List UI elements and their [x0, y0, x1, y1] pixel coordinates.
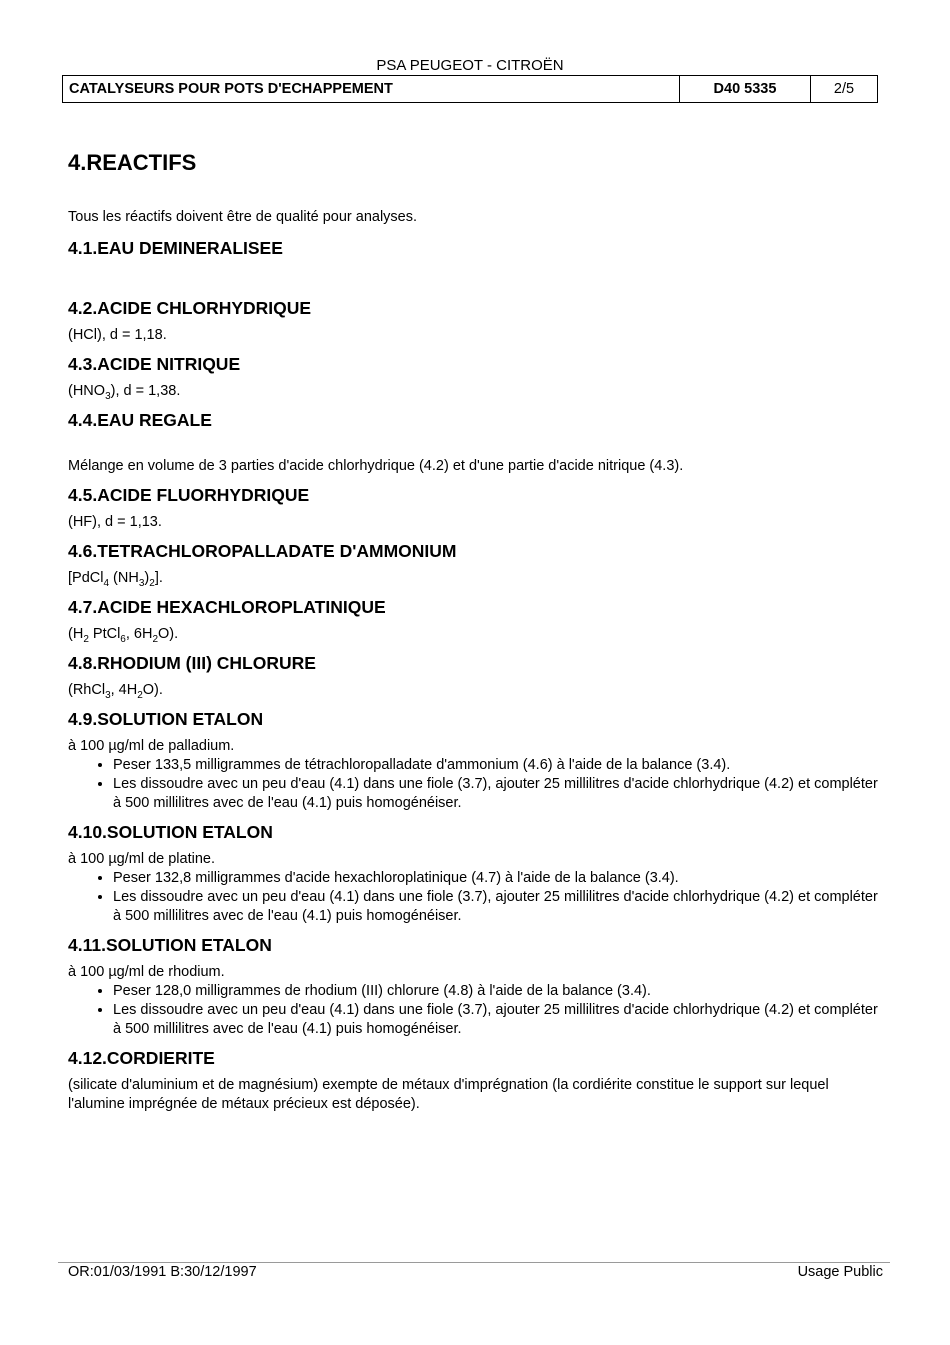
list-item: • Peser 132,8 milligrammes d'acide hexachloroplatinique (4.7) à l'aide de la balance (3.4). [113, 869, 886, 888]
heading-4-8: 4.8.RHODIUM (III) CHLORURE [68, 653, 316, 673]
text-4-6: [PdCl$_4$ $(NH_3)_2$]. [68, 570, 163, 589]
document-reference: D40 5335 [680, 76, 811, 103]
text-4-12: (silicate d'aluminium et de magnésium) exempte de métaux d'imprégnation (la cordiérite constitue le support sur lequel l'alumine imprégnée de métaux précieux est déposée). [68, 1077, 829, 1112]
document-header-table [62, 75, 878, 103]
list-item: • Les dissoudre avec un peu d'eau (4.1) dans une fiole (3.7), ajouter 25 millilitres d'acide chlorhydrique (4.2) et compléter à 500 millilitres avec de l'eau (4.1) puis homogénéiser. [113, 888, 886, 926]
text-4-8: (RhCl$_3$, $4H_2O$). [68, 682, 163, 701]
section-title: 4.REACTIFS [68, 150, 197, 175]
heading-4-6: 4.6.TETRACHLOROPALLADATE D'AMMONIUM [68, 541, 457, 561]
text-4-7: ($H_2$ PtCl$_6$, $6H_2O$). [68, 626, 179, 645]
list-4-9 [68, 756, 886, 813]
heading-4-10: 4.10.SOLUTION ETALON [68, 822, 273, 842]
list-4-11 [68, 982, 886, 1039]
text-4-2: (HCl), d = 1,18. [68, 327, 167, 343]
document-title: CATALYSEURS POUR POTS D'ECHAPPEMENT [63, 76, 680, 103]
heading-4-7: 4.7.ACIDE HEXACHLOROPLATINIQUE [68, 597, 386, 617]
heading-4-9: 4.9.SOLUTION ETALON [68, 709, 264, 729]
page-number: 2/5 [811, 76, 878, 103]
heading-4-2: 4.2.ACIDE CHLORHYDRIQUE [68, 298, 312, 318]
heading-4-1: 4.1.EAU DEMINERALISEE [68, 238, 283, 258]
heading-4-11: 4.11.SOLUTION ETALON [68, 935, 272, 955]
footer-usage: Usage Public [797, 1264, 883, 1280]
list-item: • Peser 133,5 milligrammes de tétrachloropalladate d'ammonium (4.6) à l'aide de la balance (3.4). [113, 756, 886, 775]
list-item: • Les dissoudre avec un peu d'eau (4.1) dans une fiole (3.7), ajouter 25 millilitres d'acide chlorhydrique (4.2) et compléter à 500 millilitres avec de l'eau (4.1) puis homogénéiser. [113, 1001, 886, 1039]
text-4-11: à 100 µg/ml de rhodium. [68, 964, 225, 980]
text-4-10: à 100 µg/ml de platine. [68, 851, 216, 867]
text-4-3: $(HNO_3)$, d = 1,38. [68, 383, 181, 402]
list-item: • Les dissoudre avec un peu d'eau (4.1) dans une fiole (3.7), ajouter 25 millilitres d'acide chlorhydrique (4.2) et compléter à 500 millilitres avec de l'eau (4.1) puis homogénéiser. [113, 775, 886, 813]
footer-dates: OR:01/03/1991 B:30/12/1997 [68, 1264, 257, 1280]
heading-4-3: 4.3.ACIDE NITRIQUE [68, 354, 241, 374]
heading-4-12: 4.12.CORDIERITE [68, 1048, 215, 1068]
document-body [68, 148, 886, 1114]
footer-divider [58, 1262, 890, 1263]
section-intro: Tous les réactifs doivent être de qualité pour analyses. [68, 209, 418, 225]
text-4-9: à 100 µg/ml de palladium. [68, 738, 235, 754]
heading-4-5: 4.5.ACIDE FLUORHYDRIQUE [68, 485, 310, 505]
text-4-5: (HF), d = 1,13. [68, 514, 162, 530]
list-item: • Peser 128,0 milligrammes de rhodium (III) chlorure (4.8) à l'aide de la balance (3.4). [113, 982, 886, 1001]
heading-4-4: 4.4.EAU REGALE [68, 410, 212, 430]
company-name: PSA PEUGEOT - CITROËN [376, 57, 564, 74]
text-4-4: Mélange en volume de 3 parties d'acide chlorhydrique (4.2) et d'une partie d'acide nitrique (4.3). [68, 458, 684, 474]
list-4-10 [68, 869, 886, 926]
